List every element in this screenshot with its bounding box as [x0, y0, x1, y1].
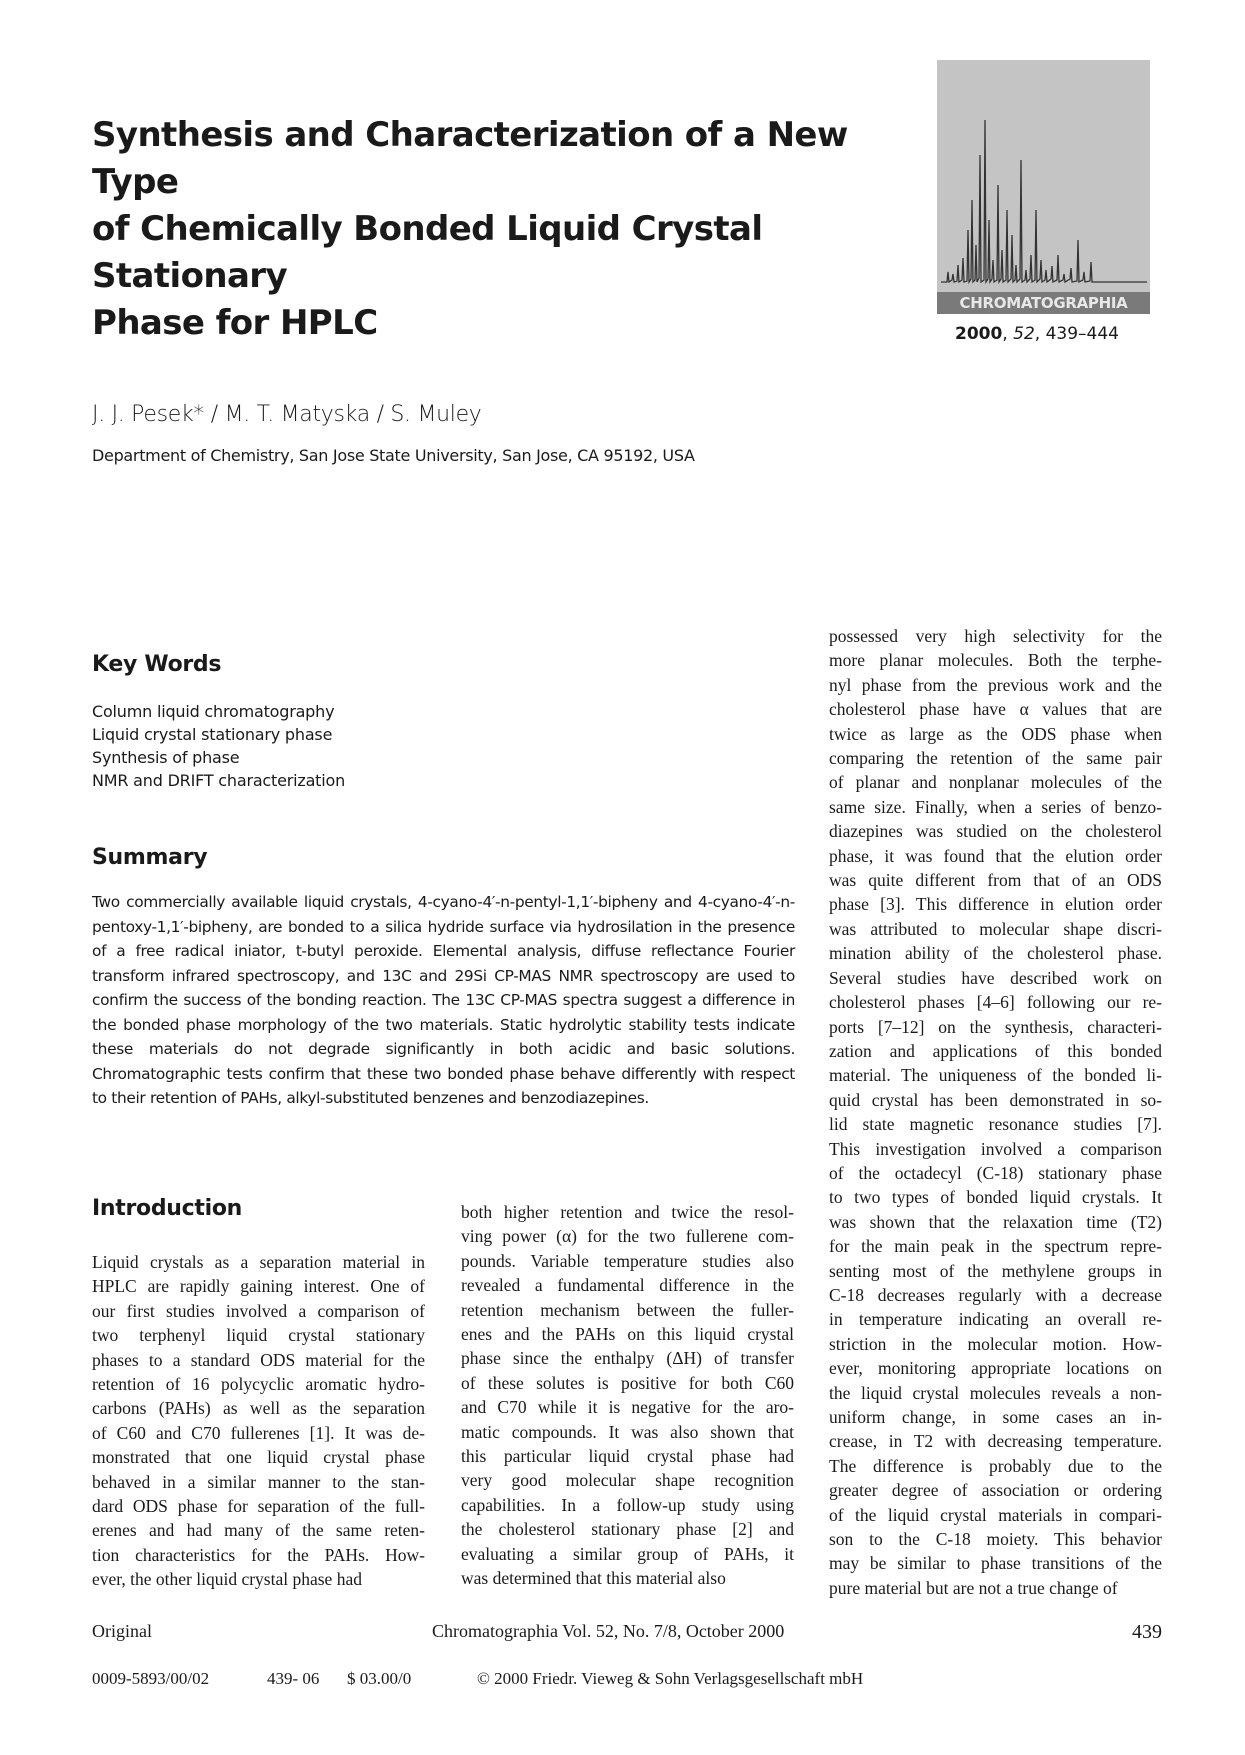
- text-line: retention mechanism between the fuller-: [461, 1299, 794, 1320]
- text-line: the cholesterol stationary phase [2] and: [461, 1519, 794, 1540]
- text-line: of the liquid crystal materials in compari-: [829, 1504, 1162, 1525]
- text-line: ports [7–12] on the synthesis, characteri-: [829, 1016, 1162, 1037]
- introduction-column-3: [829, 624, 1162, 1600]
- article-title: [92, 112, 892, 347]
- article-type: Original: [92, 1621, 152, 1641]
- text-line: the liquid crystal molecules reveals a non-: [829, 1382, 1162, 1403]
- text-line: senting most of the methylene groups in: [829, 1260, 1162, 1281]
- keyword-item: Synthesis of phase: [92, 748, 240, 767]
- text-line: this particular liquid crystal phase had: [461, 1446, 794, 1467]
- text-line: phase, it was found that the elution order: [829, 845, 1162, 866]
- text-line: lid state magnetic resonance studies [7].: [829, 1114, 1162, 1135]
- text-line: striction in the molecular motion. How-: [829, 1333, 1162, 1354]
- text-line: matic compounds. It was also shown that: [461, 1421, 794, 1442]
- text-line: uniform change, in some cases an in-: [829, 1407, 1162, 1427]
- text-line: possessed very high selectivity for the: [829, 626, 1162, 646]
- authors: J. J. Pesek* / M. T. Matyska / S. Muley: [92, 402, 482, 427]
- text-line: may be similar to phase transitions of the: [829, 1553, 1162, 1574]
- text-line: both higher retention and twice the resol-: [461, 1202, 794, 1222]
- text-line: our first studies involved a comparison of: [92, 1300, 425, 1321]
- citation-pages: 439–444: [1045, 324, 1119, 344]
- text-line: ving power (α) for the two fullerene com-: [461, 1226, 794, 1247]
- affiliation: Department of Chemistry, San Jose State University, San Jose, CA 95192, USA: [92, 446, 695, 465]
- text-line: was shown that the relaxation time (T2): [829, 1211, 1162, 1232]
- introduction-column-2: [461, 1200, 794, 1591]
- introduction-column-1: [92, 1250, 425, 1592]
- keywords-list: [92, 700, 345, 792]
- text-line: phase since the enthalpy (ΔH) of transfer: [461, 1348, 794, 1369]
- text-line: twice as large as the ODS phase when: [829, 723, 1162, 744]
- text-line: retention of 16 polycyclic aromatic hydro-: [92, 1374, 425, 1395]
- text-line: carbons (PAHs) as well as the separation: [92, 1398, 425, 1419]
- text-line: comparing the retention of the same pair: [829, 748, 1162, 769]
- text-line: dard ODS phase for separation of the full-: [92, 1496, 425, 1517]
- keyword-item: NMR and DRIFT characterization: [92, 771, 346, 790]
- text-line: HPLC are rapidly gaining interest. One of: [92, 1276, 425, 1297]
- journal-logo-text: CHROMATOGRAPHIA: [937, 292, 1150, 314]
- text-line: cholesterol phase have α values that are: [829, 699, 1162, 720]
- price: $ 03.00/0: [347, 1669, 412, 1688]
- citation-year: 2000: [955, 324, 1003, 344]
- text-line: mination ability of the cholesterol phase.: [829, 943, 1162, 964]
- text-line: diazepines was studied on the cholesterol: [829, 821, 1162, 842]
- text-line: greater degree of association or ordering: [829, 1480, 1162, 1501]
- text-line: was attributed to molecular shape discri-: [829, 918, 1162, 939]
- text-line: This investigation involved a comparison: [829, 1138, 1162, 1159]
- text-line: very good molecular shape recognition: [461, 1470, 794, 1491]
- text-line: C-18 decreases regularly with a decrease: [829, 1284, 1162, 1305]
- copyright: © 2000 Friedr. Vieweg & Sohn Verlagsgesellschaft mbH: [477, 1669, 864, 1688]
- issn: 0009-5893/00/02: [92, 1669, 210, 1688]
- text-line: behaved in a similar manner to the stan-: [92, 1471, 425, 1492]
- keyword-item: Column liquid chromatography: [92, 702, 335, 721]
- text-line: son to the C-18 moiety. This behavior: [829, 1529, 1162, 1550]
- text-line: quid crystal has been demonstrated in so-: [829, 1089, 1162, 1110]
- text-line: pounds. Variable temperature studies also: [461, 1250, 794, 1271]
- text-line: to two types of bonded liquid crystals. It: [829, 1187, 1162, 1208]
- title-line: of Chemically Bonded Liquid Crystal Stationary: [92, 209, 763, 296]
- text-line: was quite different from that of an ODS: [829, 870, 1162, 891]
- text-line: more planar molecules. Both the terphe-: [829, 650, 1162, 671]
- text-line: in temperature indicating an overall re-: [829, 1309, 1162, 1330]
- text-line: phase [3]. This difference in elution order: [829, 894, 1162, 915]
- text-line: The difference is probably due to the: [829, 1455, 1162, 1476]
- text-line: for the main peak in the spectrum repre-: [829, 1236, 1162, 1257]
- text-line: capabilities. In a follow-up study using: [461, 1494, 794, 1515]
- text-line: same size. Finally, when a series of benzo-: [829, 796, 1162, 817]
- text-line: Liquid crystals as a separation material in: [92, 1252, 425, 1272]
- text-line: of C60 and C70 fullerenes [1]. It was de-: [92, 1422, 425, 1443]
- summary-heading: Summary: [92, 845, 208, 870]
- text-line: ever, monitoring appropriate locations on: [829, 1358, 1162, 1379]
- text-line: nyl phase from the previous work and the: [829, 674, 1162, 695]
- text-line: of planar and nonplanar molecules of the: [829, 772, 1162, 793]
- text-line: was determined that this material also: [461, 1568, 726, 1589]
- summary-text: Two commercially available liquid crystals, 4-cyano-4′-n-pentyl-1,1′-bipheny and 4-cyano-4′-n-pentoxy-1,1′-bipheny, are bonded to a silica hydride surface via hydrosilation in the presence of a free radical iniator, t-butyl peroxide. Elemental analysis, diffuse reflectance Fourier transform infrared spectroscopy, and 13C and 29Si CP-MAS NMR spectroscopy are used to confirm the success of the bonding reaction. The 13C CP-MAS spectra suggest a difference in the bonded phase morphology of the two materials. Static hydrolytic stability tests indicate these materials do not degrade significantly in both acidic and basic solutions. Chromatographic tests confirm that these two bonded phase behave differently with respect to their retention of PAHs, alkyl-substituted benzenes and benzodiazepines.: [92, 893, 795, 1107]
- text-line: pure material but are not a true change of: [829, 1577, 1118, 1598]
- text-line: and C70 while it is negative for the aro-: [461, 1397, 794, 1418]
- text-line: Several studies have described work on: [829, 967, 1162, 988]
- chromatogram-peaks-icon: [937, 60, 1150, 292]
- keywords-heading: Key Words: [92, 652, 222, 677]
- text-line: evaluating a similar group of PAHs, it: [461, 1543, 794, 1564]
- text-line: erenes and had many of the same reten-: [92, 1520, 425, 1541]
- page-number: 439: [1132, 1621, 1162, 1643]
- title-line: Synthesis and Characterization of a New Type: [92, 115, 848, 202]
- text-line: tion characteristics for the PAHs. How-: [92, 1544, 425, 1565]
- text-line: of the octadecyl (C-18) stationary phase: [829, 1162, 1162, 1183]
- citation: 2000, 52, 439–444: [955, 324, 1119, 344]
- text-line: monstrated that one liquid crystal phase: [92, 1447, 425, 1468]
- keyword-item: Liquid crystal stationary phase: [92, 725, 333, 744]
- journal-issue: Chromatographia Vol. 52, No. 7/8, October 2000: [432, 1621, 785, 1641]
- text-line: two terphenyl liquid crystal stationary: [92, 1325, 425, 1346]
- title-line: Phase for HPLC: [92, 303, 378, 343]
- text-line: phases to a standard ODS material for the: [92, 1349, 425, 1370]
- citation-volume: 52: [1013, 324, 1035, 344]
- journal-logo: [937, 60, 1150, 314]
- text-line: of these solutes is positive for both C60: [461, 1372, 794, 1393]
- pages-code: 439- 06: [267, 1669, 320, 1688]
- text-line: enes and the PAHs on this liquid crystal: [461, 1324, 794, 1345]
- introduction-heading: Introduction: [92, 1196, 243, 1221]
- text-line: ever, the other liquid crystal phase had: [92, 1569, 362, 1590]
- text-line: cholesterol phases [4–6] following our re-: [829, 992, 1162, 1013]
- text-line: crease, in T2 with decreasing temperature.: [829, 1431, 1162, 1452]
- text-line: revealed a fundamental difference in the: [461, 1275, 794, 1296]
- text-line: material. The uniqueness of the bonded li-: [829, 1065, 1162, 1086]
- text-line: zation and applications of this bonded: [829, 1040, 1162, 1061]
